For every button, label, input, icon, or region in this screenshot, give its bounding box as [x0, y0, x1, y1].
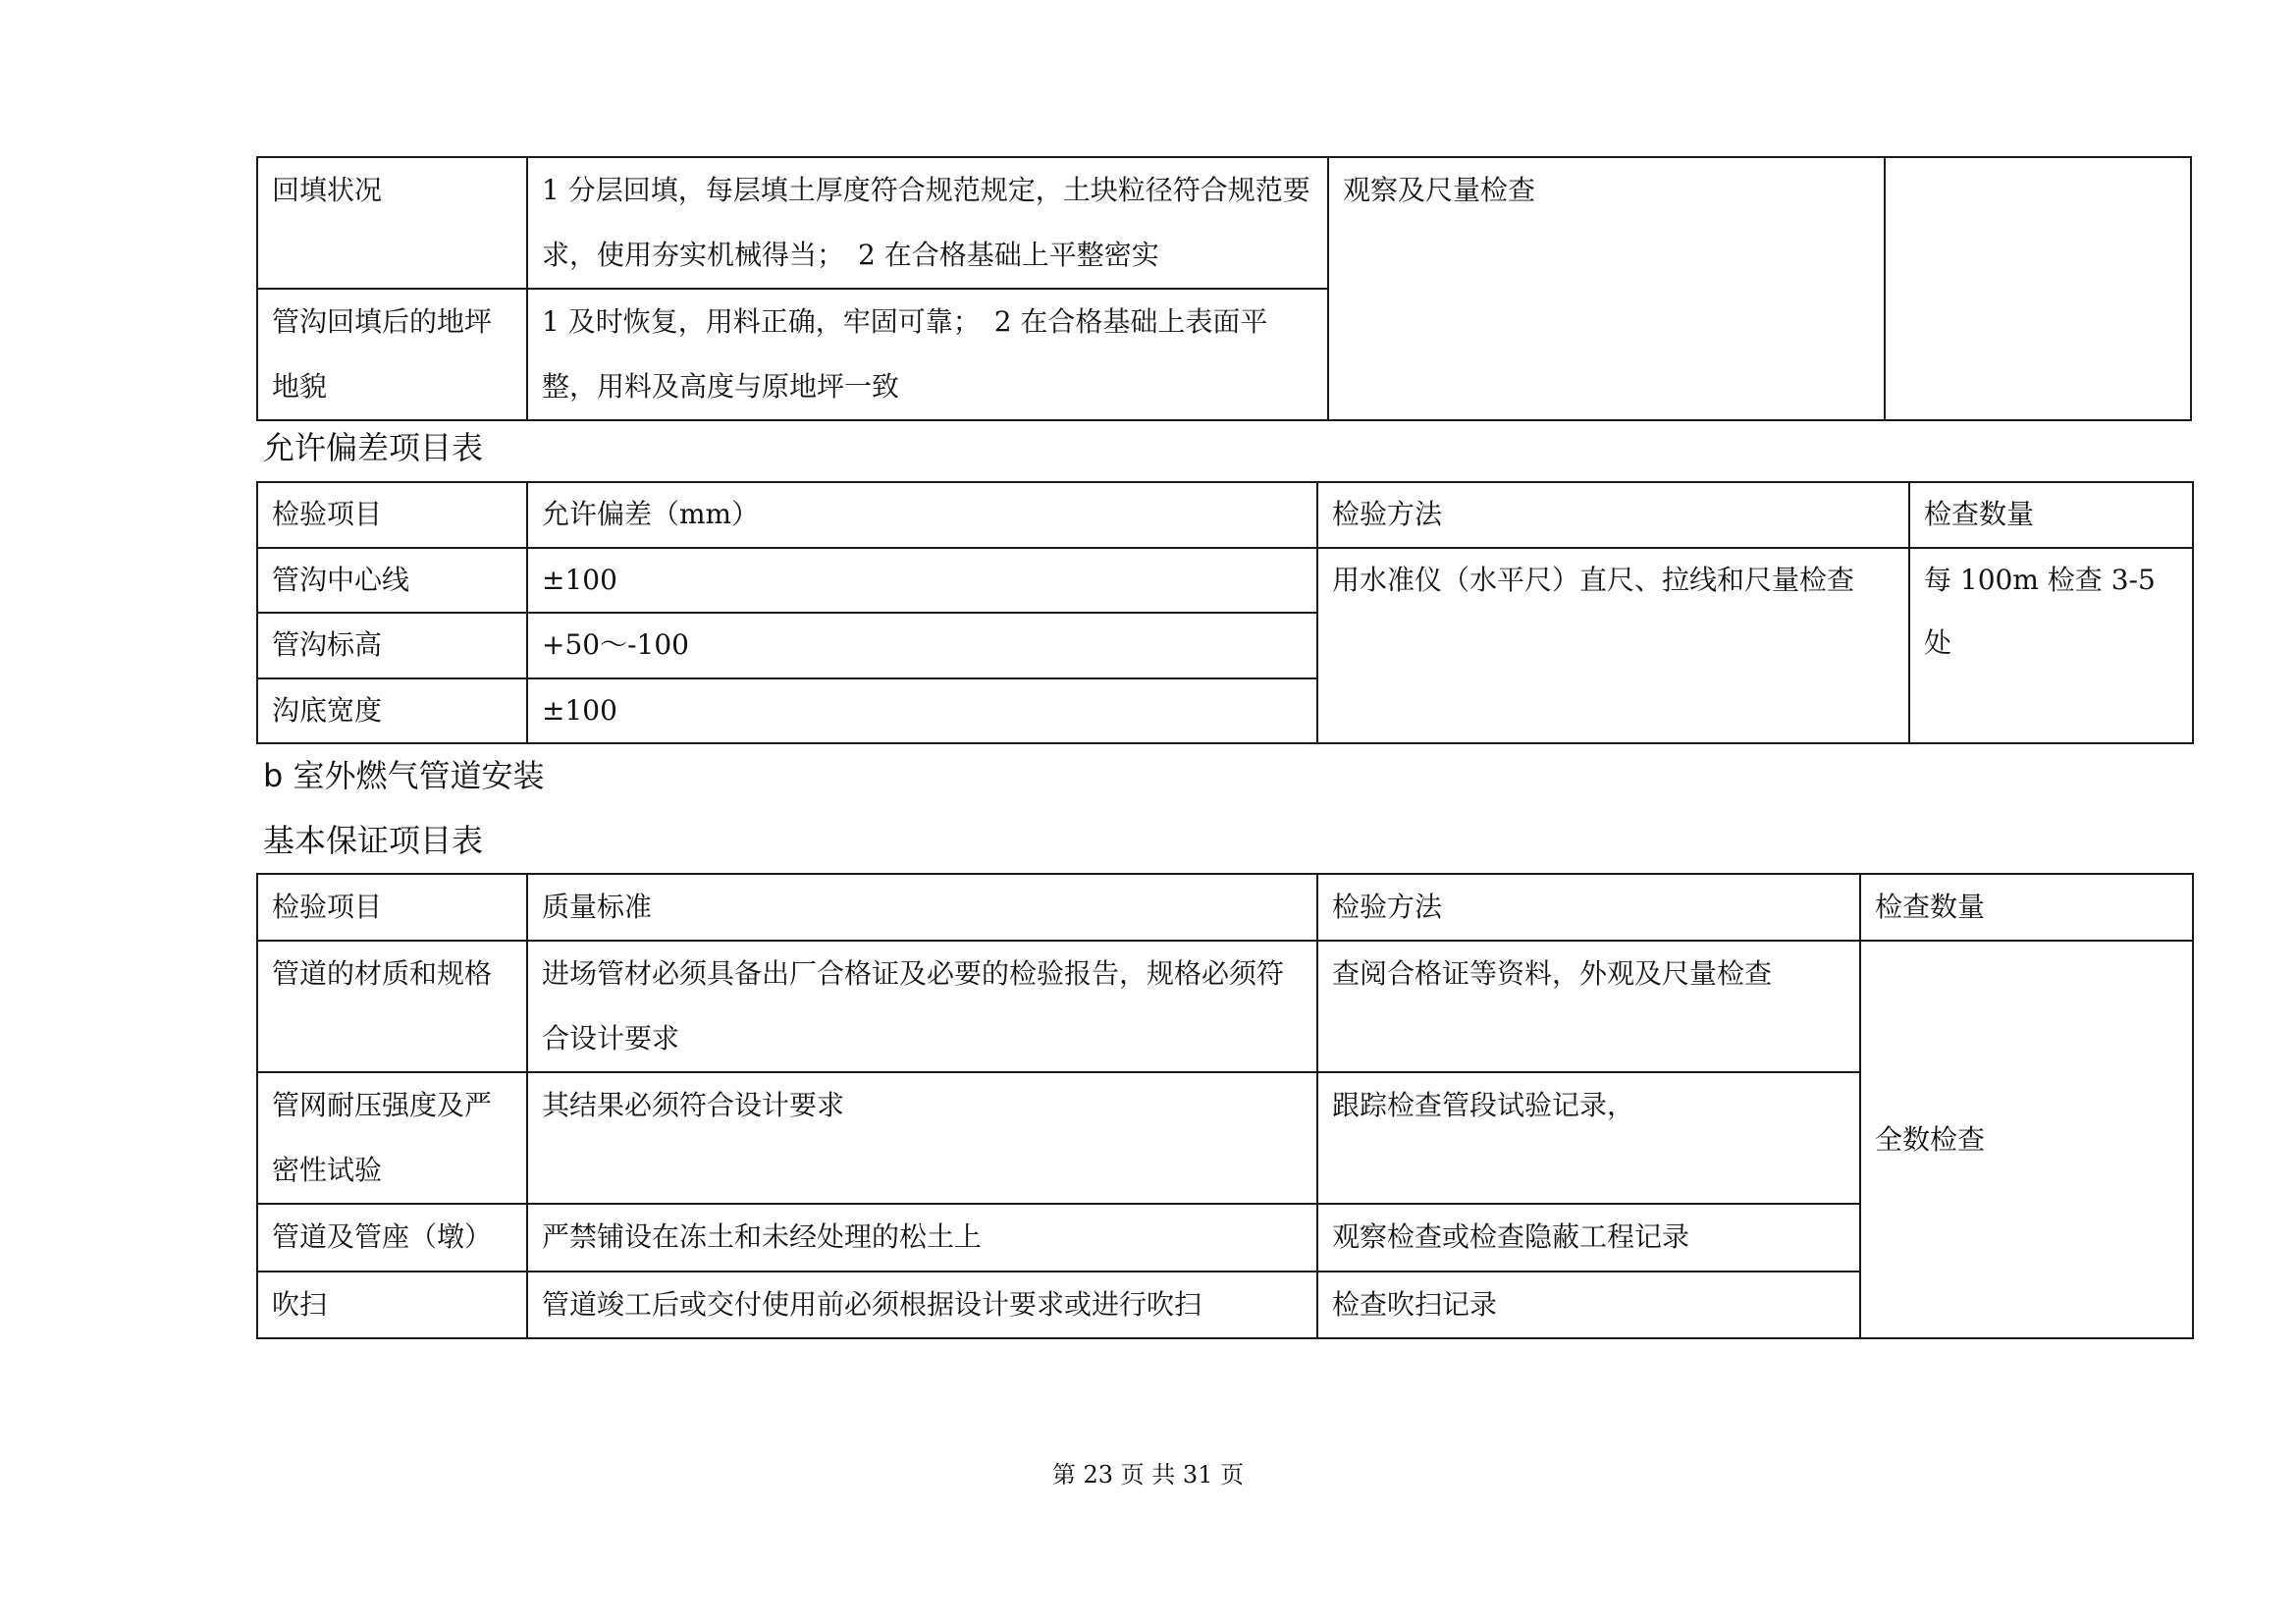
- basic-guarantee-table: [256, 873, 2194, 1339]
- deviation-table-heading: 允许偏差项目表: [263, 429, 484, 466]
- method-cell: 查阅合格证等资料，外观及尺量检查: [1317, 941, 1860, 1072]
- item-cell: 管沟标高: [257, 613, 527, 678]
- item-cell: 沟底宽度: [257, 678, 527, 743]
- item-cell: 管道的材质和规格: [257, 941, 527, 1072]
- method-cell: 观察检查或检查隐蔽工程记录: [1317, 1204, 1860, 1272]
- standard-cell: 管道竣工后或交付使用前必须根据设计要求或进行吹扫: [527, 1272, 1317, 1338]
- standard-cell: 严禁铺设在冻土和未经处理的松土上: [527, 1204, 1317, 1272]
- method-cell: 用水准仪（水平尺）直尺、拉线和尺量检查: [1317, 548, 1909, 743]
- page-footer: 第 23 页 共 31 页: [1051, 1461, 1245, 1489]
- header-deviation: 允许偏差（mm）: [527, 482, 1317, 548]
- table-row: [257, 548, 2193, 613]
- header-quantity: 检查数量: [1860, 874, 2193, 941]
- item-cell: 管网耐压强度及严密性试验: [257, 1072, 527, 1204]
- header-method: 检验方法: [1317, 482, 1909, 548]
- header-item: 检验项目: [257, 874, 527, 941]
- table-header-row: [257, 482, 2193, 548]
- standard-cell: 1 分层回填，每层填土厚度符合规范规定，土块粒径符合规范要求，使用夯实机械得当； 2 在合格基础上平整密实: [527, 157, 1328, 289]
- method-cell: 观察及尺量检查: [1328, 157, 1885, 420]
- basic-table-heading: 基本保证项目表: [263, 822, 484, 859]
- method-cell: 检查吹扫记录: [1317, 1272, 1860, 1338]
- header-item: 检验项目: [257, 482, 527, 548]
- deviation-cell: ±100: [527, 678, 1317, 743]
- standard-cell: 进场管材必须具备出厂合格证及必要的检验报告，规格必须符合设计要求: [527, 941, 1317, 1072]
- standard-cell: 1 及时恢复，用料正确，牢固可靠； 2 在合格基础上表面平整，用料及高度与原地坪一致: [527, 289, 1328, 420]
- section-b-heading: b 室外燃气管道安装: [263, 757, 545, 794]
- quantity-cell: 每 100m 检查 3-5 处: [1909, 548, 2193, 743]
- quantity-cell: [1885, 157, 2191, 420]
- deviation-cell: +50～-100: [527, 613, 1317, 678]
- table-row: [257, 941, 2193, 1072]
- item-cell: 回填状况: [257, 157, 527, 289]
- backfill-table: [256, 156, 2192, 421]
- header-quantity: 检查数量: [1909, 482, 2193, 548]
- quantity-cell: 全数检查: [1860, 941, 2193, 1338]
- header-standard: 质量标准: [527, 874, 1317, 941]
- deviation-cell: ±100: [527, 548, 1317, 613]
- item-cell: 管道及管座（墩）: [257, 1204, 527, 1272]
- table-row: [257, 157, 2191, 289]
- item-cell: 吹扫: [257, 1272, 527, 1338]
- item-cell: 管沟回填后的地坪地貌: [257, 289, 527, 420]
- method-cell: 跟踪检查管段试验记录，: [1317, 1072, 1860, 1204]
- deviation-table: [256, 481, 2194, 744]
- table-header-row: [257, 874, 2193, 941]
- item-cell: 管沟中心线: [257, 548, 527, 613]
- header-method: 检验方法: [1317, 874, 1860, 941]
- standard-cell: 其结果必须符合设计要求: [527, 1072, 1317, 1204]
